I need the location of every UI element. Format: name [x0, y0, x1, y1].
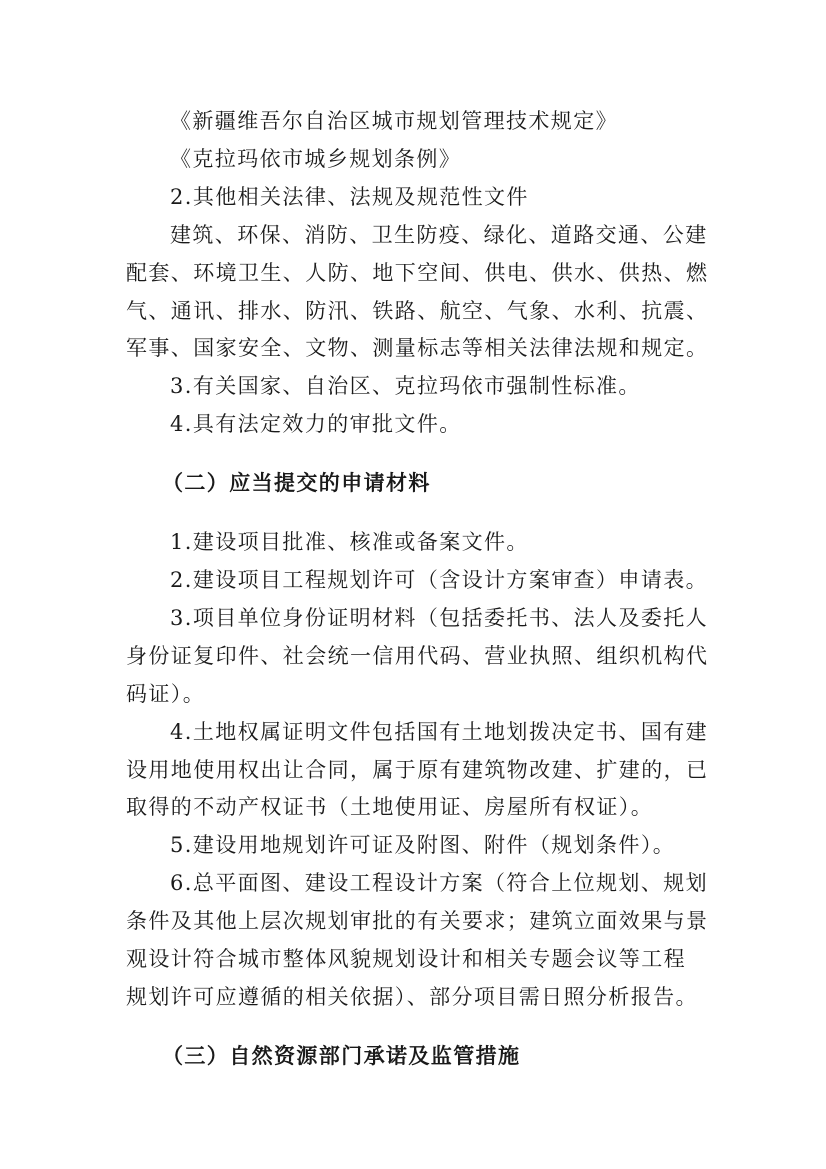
paragraph-line: 建筑、环保、消防、卫生防疫、绿化、道路交通、公建	[170, 222, 708, 247]
item-4-approval-documents: 4.具有法定效力的审批文件。	[170, 412, 462, 437]
section-heading-commitments: （三）自然资源部门承诺及监管措施	[162, 1043, 521, 1068]
material-item-6: 6.总平面图、建设工程设计方案（符合上位规划、规划	[170, 871, 709, 896]
material-item-5: 5.建设用地规划许可证及附图、附件（规划条件）。	[170, 833, 676, 858]
item-2-other-laws: 2.其他相关法律、法规及规范性文件	[170, 184, 529, 209]
regulation-title-karamay: 《克拉玛依市城乡规划条例》	[170, 146, 462, 171]
regulation-title-xinjiang: 《新疆维吾尔自治区城市规划管理技术规定》	[170, 109, 618, 133]
paragraph-line: 配套、环境卫生、人防、地下空间、供电、供水、供热、燃	[126, 260, 709, 285]
paragraph-line: 身份证复印件、社会统一信用代码、营业执照、组织机构代	[126, 643, 709, 668]
paragraph-line: 取得的不动产权证书（土地使用证、房屋所有权证）。	[126, 795, 654, 820]
paragraph-line: 气、通讯、排水、防汛、铁路、航空、气象、水利、抗震、	[126, 298, 709, 323]
item-3-standards: 3.有关国家、自治区、克拉玛依市强制性标准。	[170, 374, 641, 399]
paragraph-line: 军事、国家安全、文物、测量标志等相关法律法规和规定。	[126, 336, 709, 361]
paragraph-line: 设用地使用权出让合同，属于原有建筑物改建、扩建的，已	[126, 757, 709, 782]
paragraph-line: 规划许可应遵循的相关依据）、部分项目需日照分析报告。	[126, 984, 698, 1009]
paragraph-line: 条件及其他上层次规划审批的有关要求；建筑立面效果与景	[126, 909, 709, 934]
material-item-1: 1.建设项目批准、核准或备案文件。	[170, 530, 529, 555]
paragraph-line: 观设计符合城市整体风貌规划设计和相关专题会议等工程	[126, 947, 686, 972]
paragraph-line: 码证）。	[126, 681, 206, 706]
material-item-4: 4.土地权属证明文件包括国有土地划拨决定书、国有建	[170, 719, 709, 744]
document-body	[126, 103, 709, 1097]
material-item-3: 3.项目单位身份证明材料（包括委托书、法人及委托人	[170, 605, 709, 630]
section-heading-application-materials: （二）应当提交的申请材料	[162, 471, 431, 496]
material-item-2: 2.建设项目工程规划许可（含设计方案审查）申请表。	[170, 567, 709, 592]
